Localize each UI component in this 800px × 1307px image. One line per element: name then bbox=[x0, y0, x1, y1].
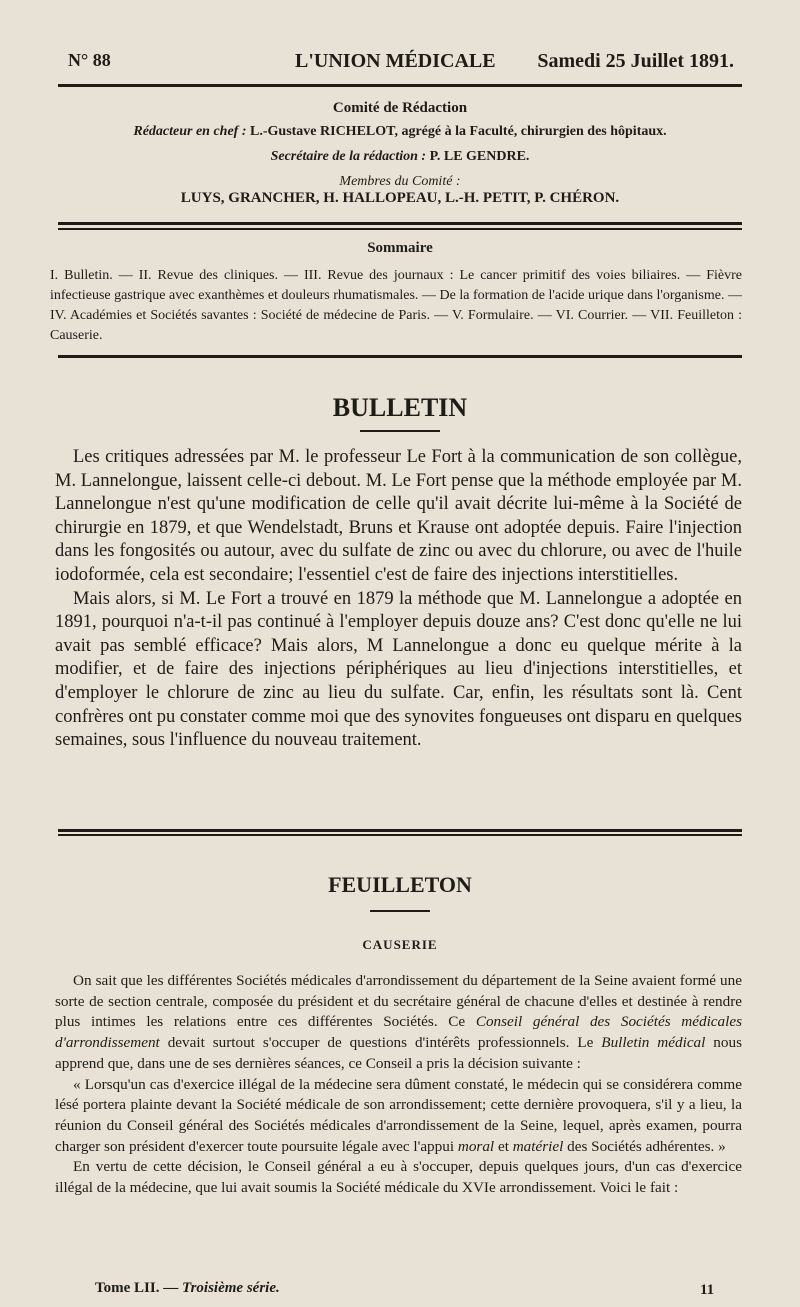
header-rule bbox=[58, 84, 742, 87]
redacteur-label: Rédacteur en chef : bbox=[133, 124, 247, 139]
redacteur-line bbox=[60, 124, 740, 140]
journal-title: L'UNION MÉDICALE bbox=[295, 50, 496, 72]
secretaire-line bbox=[60, 149, 740, 165]
conseil-name: Conseil général des Sociétés médicales d'arrondissement bbox=[55, 1013, 742, 1052]
bulletin-body bbox=[55, 446, 742, 753]
text-run: « Lorsqu'un cas d'exercice illégal de la médecine sera dûment constaté, le médecin qui se considérera comme lésé portera plainte devant la Société médicale de son arrondissement; cette dernière provoquera, s'il y a lieu, la réunion du Conseil général des Sociétés médicales d'arrondissement de la Seine, lequel, après examen, pourra charger son président d'exercer toute poursuite légale avec l'appui bbox=[55, 1075, 742, 1155]
comite-title: Comité de Rédaction bbox=[332, 100, 468, 116]
bulletin-paragraph: Les critiques adressées par M. le professeur Le Fort à la communication de son collègue, M. Lannelongue, laissent celle-ci debout. M. Le Fort pense que la méthode employée par M. Lannelongue n'est qu'une modification de celle qu'il avait décrite lui-même à la Société de chirurgie en 1879, et que Wendelstadt, Bruns et Krause ont adoptée depuis. Faire l'injection dans les fongosités ou autour, avec du sulfate de zinc ou avec du chlorure, ou avec de l'huile iodoformée, cela est secondaire; l'essentiel c'est de faire des injections interstitielles. bbox=[55, 447, 742, 585]
issue-number: N° 88 bbox=[68, 50, 111, 70]
sommaire-rule bbox=[58, 355, 742, 358]
feuilleton-paragraph bbox=[55, 1075, 742, 1158]
bulletin-title-underline bbox=[360, 430, 440, 432]
secretaire-name: P. LE GENDRE. bbox=[429, 149, 530, 164]
footer-tome: Tome LII. — bbox=[95, 1280, 182, 1296]
text-run: des Sociétés adhérentes. » bbox=[563, 1137, 726, 1155]
text-italic: matériel bbox=[512, 1137, 564, 1155]
comite-rule-thin bbox=[58, 228, 742, 230]
comite-rule bbox=[58, 222, 742, 225]
bulletin-medical-name: Bulletin médical bbox=[601, 1034, 706, 1052]
text-run: On sait que les différentes Sociétés médicales d'arrondissement du département de la Seine avaient formé une sorte de section centrale, composée du président et du secrétaire général de chacune d'elles et destinée à rendre plus intimes les relations entre ces différentes Sociétés. Ce bbox=[55, 972, 742, 1031]
bulletin-rule bbox=[58, 829, 742, 832]
feuilleton-body bbox=[55, 971, 742, 1199]
page-footer bbox=[95, 1280, 280, 1297]
sommaire-title: Sommaire bbox=[367, 240, 433, 256]
text-run: nous apprend que, dans une de ses dernières séances, ce Conseil a pris la décision suivante : bbox=[55, 1034, 742, 1072]
text-run: devait surtout s'occuper de questions d'intérêts professionnels. Le bbox=[159, 1034, 602, 1052]
secretaire-label: Secrétaire de la rédaction : bbox=[270, 149, 427, 164]
folio-number: 11 bbox=[700, 1282, 715, 1298]
feuilleton-paragraph bbox=[55, 971, 742, 1075]
redacteur-name: L.-Gustave RICHELOT, agrégé à la Faculté, chirurgien des hôpitaux. bbox=[250, 124, 667, 139]
bulletin-paragraph: Mais alors, si M. Le Fort a trouvé en 1879 la méthode que M. Lannelongue a adoptée en 1891, pourquoi n'a-t-il pas continué à l'employer depuis douze ans? C'est donc qu'elle ne lui avait pas semblé efficace? Mais alors, M Lannelongue a donc eu quelque mérite à la modifier, et de faire des injections périphériques au lieu d'injections interstitielles, et d'employer le chlorure de zinc au lieu du sulfate. Car, enfin, les résultats sont là. Cent confrères ont pu constater comme moi que des synovites fongueuses ont disparu en quelques semaines, sous l'influence du nouveau traitement. bbox=[55, 588, 742, 751]
text-run: et bbox=[494, 1137, 513, 1155]
sommaire-text: I. Bulletin. — II. Revue des cliniques. — III. Revue des journaux : Le cancer primitif des voies biliaires. — Fièvre infectieuse gastrique avec exanthèmes et douleurs rhumatismales. — De la formation de l'acide urique dans l'organisme. — IV. Académies et Sociétés savantes : Société de médecine de Paris. — V. Formulaire. — VI. Courrier. — VII. Feuilleton : Causerie. bbox=[50, 268, 742, 343]
feuilleton-title-underline bbox=[370, 910, 430, 912]
bulletin-rule-thin bbox=[58, 834, 742, 836]
footer-serie: Troisième série. bbox=[181, 1280, 280, 1296]
membres-names: LUYS, GRANCHER, H. HALLOPEAU, L.-H. PETIT, P. CHÉRON. bbox=[180, 190, 620, 206]
feuilleton-paragraph: En vertu de cette décision, le Conseil général a eu à s'occuper, depuis quelques jours, d'un cas d'exercice illégal de la médecine, que lui avait soumis la Société médicale du XVIe arrondissement. Voici le fait : bbox=[55, 1158, 742, 1197]
page-header bbox=[60, 50, 740, 78]
feuilleton-title: FEUILLETON bbox=[328, 872, 472, 897]
text-italic: moral bbox=[457, 1137, 495, 1155]
membres-label: Membres du Comité : bbox=[339, 174, 461, 189]
issue-date: Samedi 25 Juillet 1891. bbox=[537, 50, 734, 72]
bulletin-title: BULLETIN bbox=[332, 393, 468, 422]
causerie-subtitle: CAUSERIE bbox=[362, 937, 438, 952]
